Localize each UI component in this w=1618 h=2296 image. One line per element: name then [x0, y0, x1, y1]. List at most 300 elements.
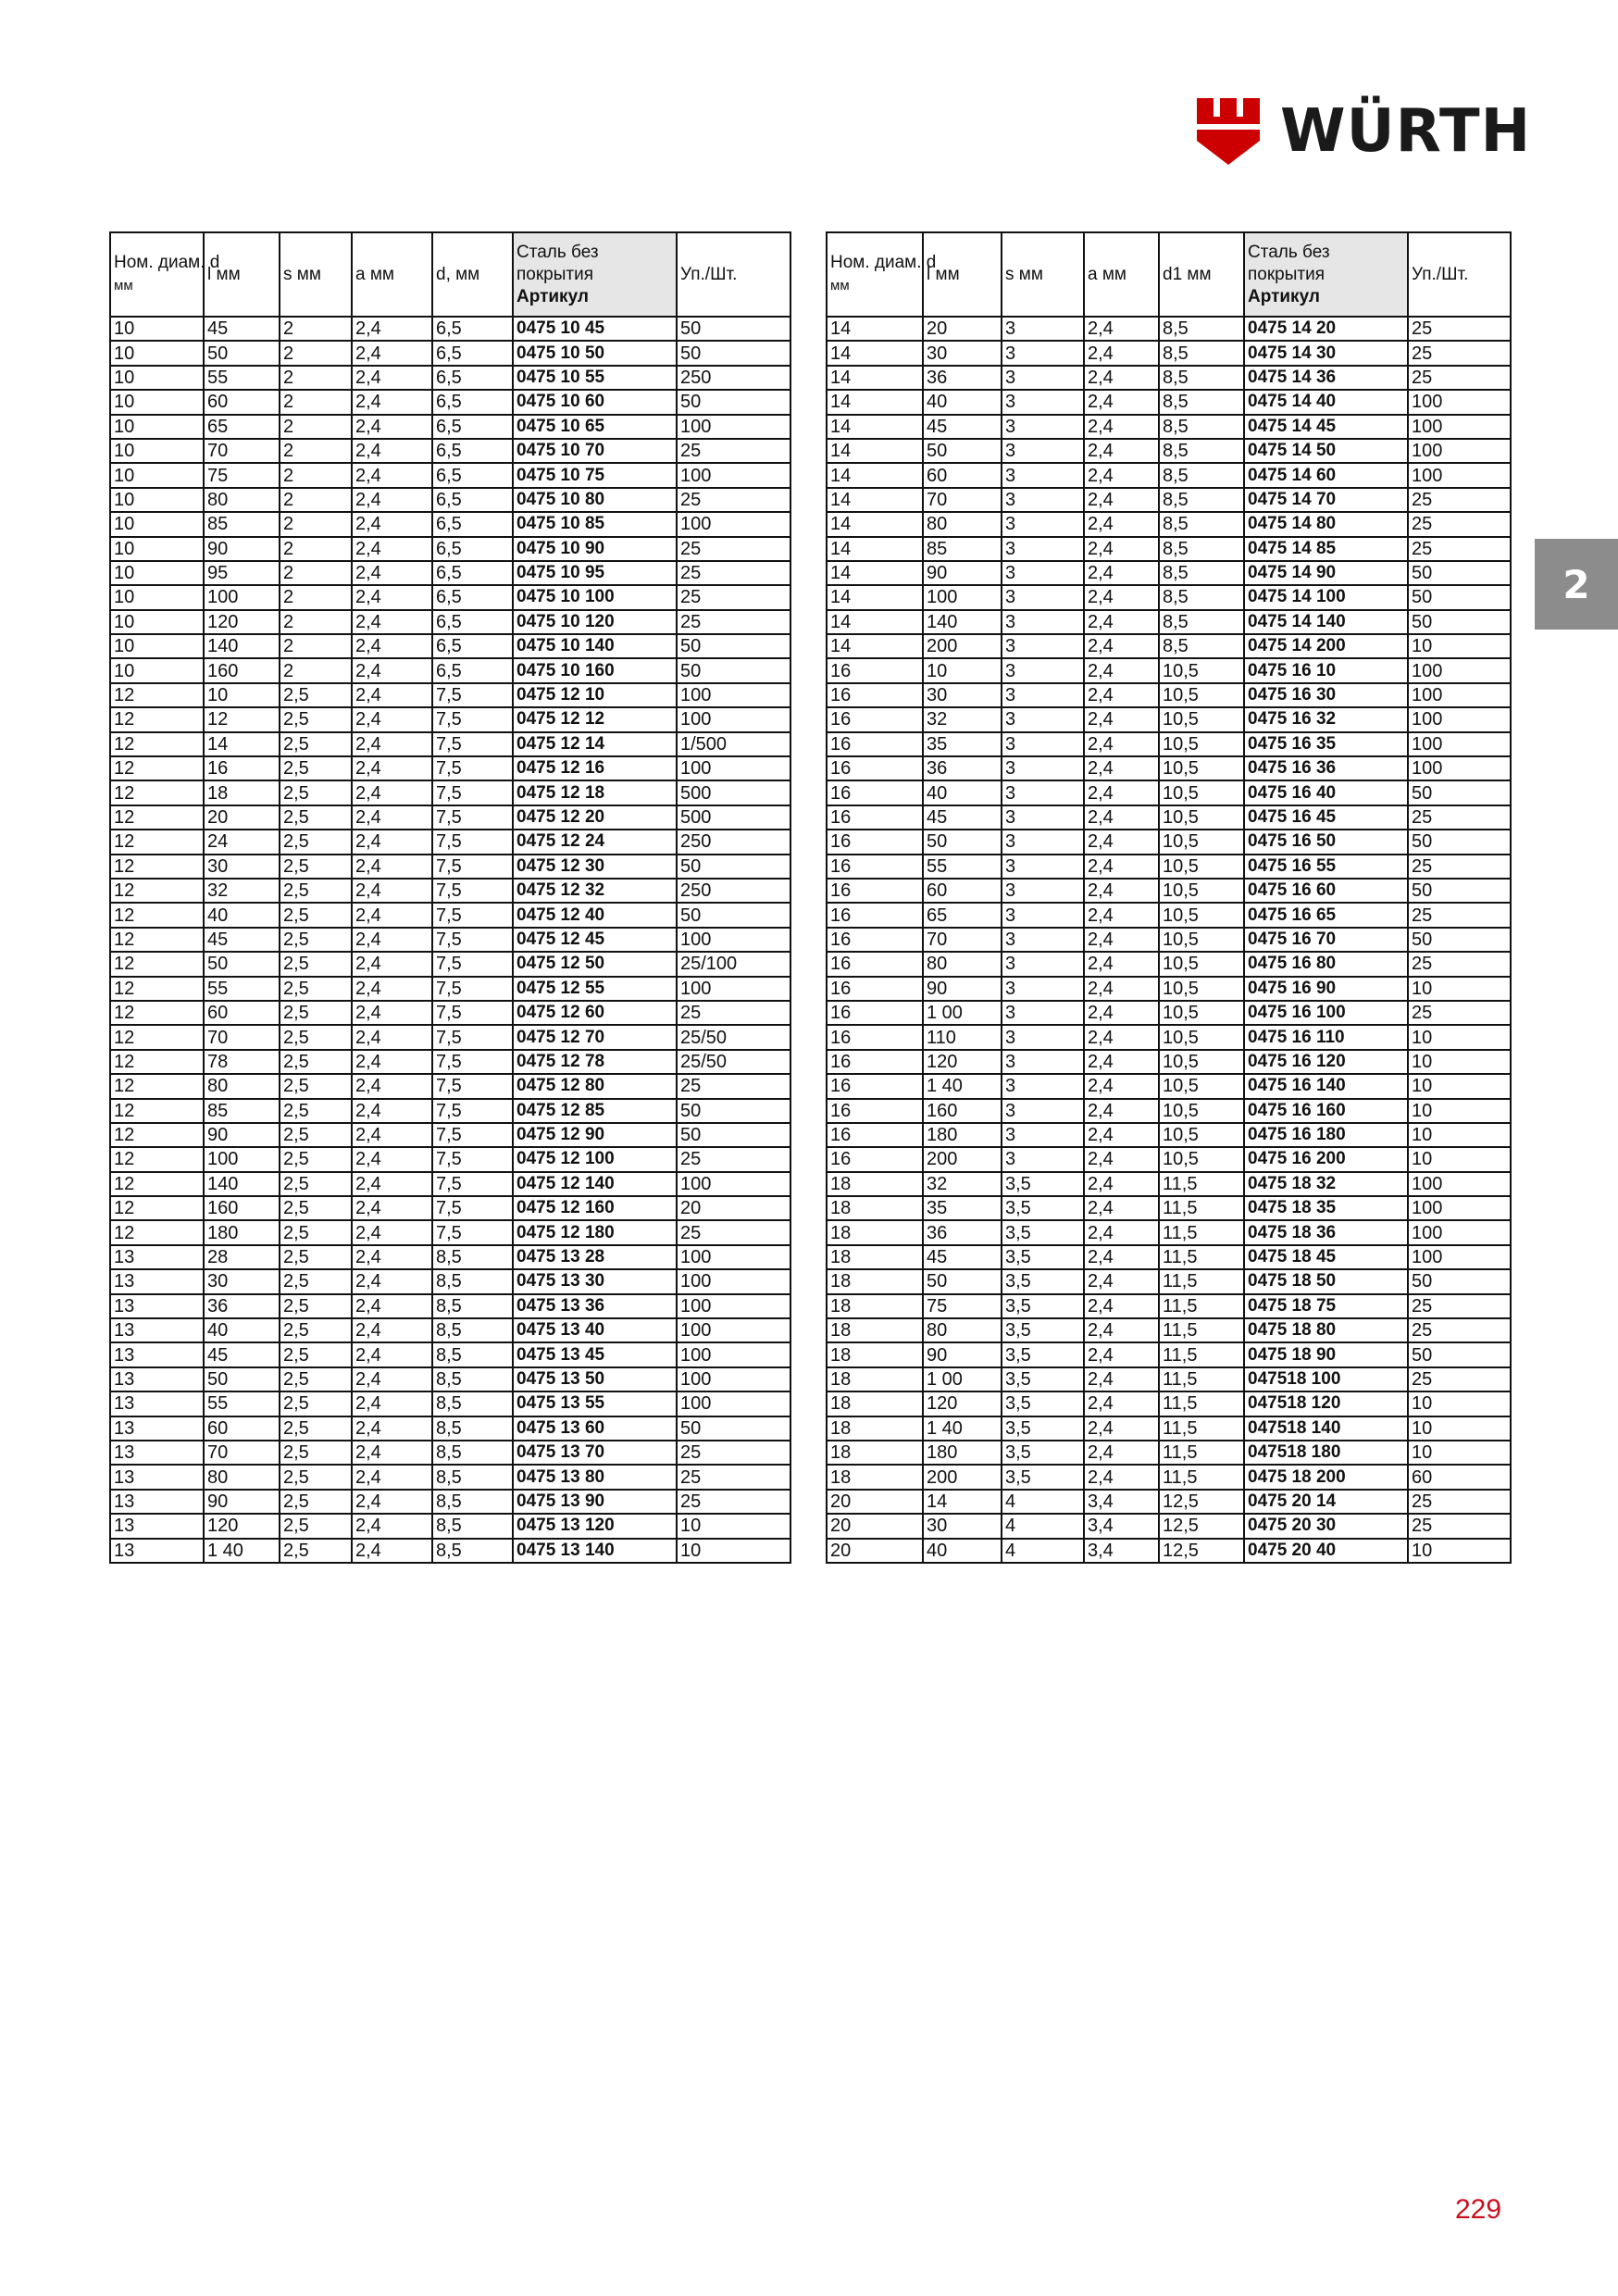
l-cell: 45	[204, 928, 280, 952]
d-cell: 7,5	[432, 683, 513, 707]
pack-cell: 100	[677, 707, 790, 731]
s-cell: 2	[280, 439, 352, 463]
article-cell: 0475 18 80	[1244, 1318, 1408, 1342]
a-cell: 2,4	[352, 805, 432, 830]
nom-diam-cell: 16	[827, 683, 923, 707]
article-cell: 0475 13 50	[513, 1367, 677, 1391]
article-cell: 0475 10 75	[513, 463, 677, 487]
nom-diam-cell: 12	[110, 928, 204, 952]
table-row	[827, 1123, 1511, 1147]
article-cell: 0475 12 24	[513, 830, 677, 854]
pack-cell: 25	[677, 1441, 790, 1465]
table-row	[827, 855, 1511, 879]
s-cell: 3	[1002, 415, 1084, 439]
nom-diam-cell: 14	[827, 512, 923, 536]
l-cell: 180	[204, 1220, 280, 1244]
nom-diam-cell: 14	[827, 585, 923, 609]
pack-cell: 10	[1408, 1025, 1511, 1049]
d-cell: 12,5	[1159, 1514, 1244, 1538]
s-cell: 3	[1002, 903, 1084, 927]
a-cell: 2,4	[1084, 415, 1159, 439]
nom-diam-cell: 10	[110, 415, 204, 439]
a-cell: 2,4	[1084, 879, 1159, 903]
s-cell: 3	[1002, 780, 1084, 805]
left-table	[109, 231, 791, 1564]
article-cell: 0475 13 90	[513, 1490, 677, 1514]
nom-diam-cell: 14	[827, 317, 923, 341]
l-cell: 90	[204, 1123, 280, 1147]
a-cell: 2,4	[352, 1490, 432, 1514]
article-cell: 0475 12 30	[513, 855, 677, 879]
l-cell: 50	[204, 341, 280, 365]
pack-cell: 50	[1408, 610, 1511, 634]
l-cell: 55	[923, 855, 1002, 879]
d-cell: 8,5	[432, 1416, 513, 1441]
s-cell: 3	[1002, 488, 1084, 512]
a-cell: 2,4	[1084, 1196, 1159, 1220]
nom-diam-cell: 14	[827, 610, 923, 634]
d-cell: 8,5	[1159, 512, 1244, 536]
article-cell: 0475 16 140	[1244, 1074, 1408, 1098]
pack-cell: 100	[677, 1367, 790, 1391]
d-cell: 11,5	[1159, 1367, 1244, 1391]
pack-cell: 100	[1408, 732, 1511, 756]
pack-cell: 100	[1408, 1172, 1511, 1196]
pack-cell: 100	[677, 1245, 790, 1269]
s-cell: 2,5	[280, 1220, 352, 1244]
pack-cell: 100	[677, 977, 790, 1001]
a-cell: 2,4	[1084, 1074, 1159, 1098]
s-cell: 3	[1002, 561, 1084, 585]
s-cell: 2,5	[280, 1367, 352, 1391]
d-cell: 11,5	[1159, 1245, 1244, 1269]
nom-diam-cell: 18	[827, 1342, 923, 1366]
article-cell: 0475 12 32	[513, 879, 677, 903]
l-cell: 70	[204, 1025, 280, 1049]
table-row	[110, 537, 790, 561]
nom-diam-cell: 18	[827, 1441, 923, 1465]
d-cell: 8,5	[1159, 415, 1244, 439]
s-cell: 2,5	[280, 830, 352, 854]
d-cell: 12,5	[1159, 1490, 1244, 1514]
a-cell: 2,4	[1084, 952, 1159, 976]
article-cell: 0475 14 36	[1244, 366, 1408, 390]
table-row	[827, 1269, 1511, 1293]
l-cell: 20	[923, 317, 1002, 341]
a-cell: 2,4	[352, 732, 432, 756]
s-cell: 3	[1002, 463, 1084, 487]
article-cell: 0475 13 140	[513, 1539, 677, 1563]
article-cell: 0475 12 70	[513, 1025, 677, 1049]
article-cell: 0475 14 200	[1244, 634, 1408, 658]
nom-diam-cell: 16	[827, 977, 923, 1001]
table-row	[110, 1196, 790, 1220]
l-cell: 1 40	[204, 1539, 280, 1563]
table-row	[110, 780, 790, 805]
d-cell: 10,5	[1159, 1123, 1244, 1147]
article-cell: 0475 12 40	[513, 903, 677, 927]
d-cell: 6,5	[432, 341, 513, 365]
right-table	[826, 231, 1512, 1564]
nom-diam-cell: 14	[827, 341, 923, 365]
l-cell: 160	[204, 1196, 280, 1220]
d-cell: 6,5	[432, 537, 513, 561]
table-row	[110, 366, 790, 390]
article-cell: 0475 14 60	[1244, 463, 1408, 487]
a-cell: 2,4	[1084, 903, 1159, 927]
pack-cell: 25	[1408, 1294, 1511, 1318]
d-cell: 7,5	[432, 1172, 513, 1196]
article-cell: 047518 140	[1244, 1416, 1408, 1441]
pack-cell: 50	[1408, 879, 1511, 903]
l-cell: 85	[204, 512, 280, 536]
pack-cell: 1/500	[677, 732, 790, 756]
d-cell: 11,5	[1159, 1172, 1244, 1196]
a-cell: 2,4	[352, 537, 432, 561]
l-cell: 70	[923, 488, 1002, 512]
a-cell: 2,4	[352, 317, 432, 341]
s-cell: 2,5	[280, 732, 352, 756]
nom-diam-cell: 10	[110, 512, 204, 536]
pack-cell: 25	[1408, 512, 1511, 536]
s-cell: 3,5	[1002, 1318, 1084, 1342]
d-cell: 6,5	[432, 390, 513, 414]
l-cell: 1 00	[923, 1001, 1002, 1025]
article-cell: 0475 12 12	[513, 707, 677, 731]
d-cell: 6,5	[432, 610, 513, 634]
pack-cell: 50	[677, 341, 790, 365]
article-cell: 0475 16 10	[1244, 658, 1408, 682]
nom-diam-cell: 12	[110, 1001, 204, 1025]
s-cell: 2,5	[280, 1074, 352, 1098]
nom-diam-cell: 12	[110, 1123, 204, 1147]
l-cell: 1 40	[923, 1074, 1002, 1098]
article-cell: 0475 14 80	[1244, 512, 1408, 536]
table-row	[827, 732, 1511, 756]
d-cell: 8,5	[432, 1465, 513, 1489]
article-cell: 0475 20 30	[1244, 1514, 1408, 1538]
d-cell: 7,5	[432, 1050, 513, 1074]
d-cell: 10,5	[1159, 707, 1244, 731]
d-cell: 8,5	[1159, 390, 1244, 414]
d-cell: 8,5	[1159, 610, 1244, 634]
a-cell: 2,4	[352, 463, 432, 487]
nom-diam-cell: 12	[110, 780, 204, 805]
d-cell: 6,5	[432, 439, 513, 463]
table-row	[827, 1367, 1511, 1391]
nom-diam-cell: 16	[827, 952, 923, 976]
d-cell: 10,5	[1159, 805, 1244, 830]
article-cell: 0475 13 55	[513, 1391, 677, 1416]
pack-cell: 10	[677, 1539, 790, 1563]
pack-cell: 25	[1408, 1367, 1511, 1391]
a-cell: 2,4	[1084, 537, 1159, 561]
a-cell: 2,4	[352, 707, 432, 731]
l-cell: 160	[923, 1099, 1002, 1123]
a-cell: 2,4	[352, 977, 432, 1001]
s-cell: 3	[1002, 830, 1084, 854]
d-cell: 8,5	[432, 1367, 513, 1391]
a-cell: 2,4	[352, 855, 432, 879]
d-cell: 8,5	[1159, 488, 1244, 512]
nom-diam-cell: 12	[110, 1099, 204, 1123]
pack-cell: 100	[677, 683, 790, 707]
d-cell: 7,5	[432, 1099, 513, 1123]
s-cell: 3	[1002, 341, 1084, 365]
nom-diam-cell: 20	[827, 1514, 923, 1538]
d-cell: 7,5	[432, 707, 513, 731]
table-row	[110, 855, 790, 879]
s-cell: 3	[1002, 683, 1084, 707]
nom-diam-cell: 16	[827, 707, 923, 731]
l-cell: 45	[923, 415, 1002, 439]
article-cell: 0475 18 45	[1244, 1245, 1408, 1269]
l-cell: 45	[204, 317, 280, 341]
l-cell: 40	[204, 1318, 280, 1342]
article-cell: 0475 16 32	[1244, 707, 1408, 731]
article-cell: 047518 180	[1244, 1441, 1408, 1465]
l-cell: 30	[204, 855, 280, 879]
article-cell: 0475 14 90	[1244, 561, 1408, 585]
nom-diam-cell: 16	[827, 1001, 923, 1025]
s-cell: 2,5	[280, 1318, 352, 1342]
pack-cell: 100	[677, 1342, 790, 1366]
d-cell: 8,5	[432, 1391, 513, 1416]
nom-diam-cell: 16	[827, 780, 923, 805]
l-cell: 36	[923, 366, 1002, 390]
article-cell: 0475 12 20	[513, 805, 677, 830]
nom-diam-cell: 10	[110, 658, 204, 682]
nom-diam-cell: 16	[827, 1123, 923, 1147]
s-cell: 2,5	[280, 1099, 352, 1123]
nom-diam-cell: 16	[827, 732, 923, 756]
s-cell: 2,5	[280, 1123, 352, 1147]
table-row	[827, 1099, 1511, 1123]
table-row	[110, 1050, 790, 1074]
nom-diam-cell: 16	[827, 658, 923, 682]
pack-cell: 25	[1408, 952, 1511, 976]
l-cell: 36	[923, 1220, 1002, 1244]
a-cell: 2,4	[352, 1539, 432, 1563]
a-cell: 2,4	[1084, 805, 1159, 830]
a-cell: 2,4	[352, 439, 432, 463]
table-row	[110, 317, 790, 341]
l-cell: 80	[923, 952, 1002, 976]
nom-diam-cell: 12	[110, 1025, 204, 1049]
table-row	[827, 903, 1511, 927]
pack-cell: 10	[1408, 977, 1511, 1001]
pack-cell: 25	[1408, 1514, 1511, 1538]
header-l: l мм	[204, 232, 280, 317]
d-cell: 11,5	[1159, 1269, 1244, 1293]
s-cell: 3,5	[1002, 1465, 1084, 1489]
s-cell: 2	[280, 658, 352, 682]
header-l: l мм	[923, 232, 1002, 317]
d-cell: 10,5	[1159, 928, 1244, 952]
a-cell: 2,4	[1084, 317, 1159, 341]
article-cell: 0475 12 90	[513, 1123, 677, 1147]
wurth-logo-mark-icon	[1197, 98, 1260, 165]
a-cell: 2,4	[352, 1318, 432, 1342]
pack-cell: 100	[677, 1318, 790, 1342]
d-cell: 6,5	[432, 488, 513, 512]
a-cell: 2,4	[352, 1001, 432, 1025]
article-cell: 0475 20 40	[1244, 1539, 1408, 1563]
d-cell: 8,5	[1159, 634, 1244, 658]
header-nom-diam: Ном. диам. d мм	[110, 232, 204, 317]
pack-cell: 20	[677, 1196, 790, 1220]
table-row	[110, 756, 790, 780]
pack-cell: 25	[677, 1490, 790, 1514]
s-cell: 2,5	[280, 1172, 352, 1196]
pack-cell: 25	[1408, 341, 1511, 365]
l-cell: 80	[923, 512, 1002, 536]
article-cell: 0475 14 85	[1244, 537, 1408, 561]
table-row	[110, 1416, 790, 1441]
s-cell: 3	[1002, 658, 1084, 682]
table-row	[827, 879, 1511, 903]
header-pack: Уп./Шт.	[677, 232, 790, 317]
table-row	[110, 634, 790, 658]
header-article: Сталь без покрытия Артикул	[1244, 232, 1408, 317]
a-cell: 2,4	[1084, 341, 1159, 365]
nom-diam-cell: 10	[110, 634, 204, 658]
s-cell: 3	[1002, 952, 1084, 976]
d-cell: 8,5	[432, 1441, 513, 1465]
s-cell: 3	[1002, 756, 1084, 780]
pack-cell: 100	[1408, 683, 1511, 707]
brand-name: WÜRTH	[1280, 97, 1532, 166]
a-cell: 2,4	[1084, 1465, 1159, 1489]
d-cell: 10,5	[1159, 1099, 1244, 1123]
article-cell: 0475 16 200	[1244, 1147, 1408, 1171]
table-row	[110, 928, 790, 952]
a-cell: 2,4	[1084, 830, 1159, 854]
article-cell: 0475 10 80	[513, 488, 677, 512]
s-cell: 2	[280, 341, 352, 365]
article-cell: 0475 12 100	[513, 1147, 677, 1171]
table-row	[110, 903, 790, 927]
d-cell: 8,5	[1159, 585, 1244, 609]
table-row	[827, 1416, 1511, 1441]
table-row	[827, 1025, 1511, 1049]
l-cell: 75	[204, 463, 280, 487]
a-cell: 2,4	[352, 488, 432, 512]
pack-cell: 10	[1408, 1539, 1511, 1563]
pack-cell: 10	[1408, 634, 1511, 658]
pack-cell: 25	[1408, 366, 1511, 390]
pack-cell: 10	[1408, 1391, 1511, 1416]
s-cell: 2,5	[280, 1294, 352, 1318]
s-cell: 2,5	[280, 805, 352, 830]
pack-cell: 25	[677, 1074, 790, 1098]
table-row	[110, 1514, 790, 1538]
header-s: s мм	[1002, 232, 1084, 317]
s-cell: 3,5	[1002, 1220, 1084, 1244]
l-cell: 1 00	[923, 1367, 1002, 1391]
l-cell: 120	[923, 1050, 1002, 1074]
nom-diam-cell: 14	[827, 390, 923, 414]
a-cell: 2,4	[352, 928, 432, 952]
a-cell: 2,4	[352, 585, 432, 609]
table-row	[827, 366, 1511, 390]
nom-diam-cell: 12	[110, 1220, 204, 1244]
nom-diam-cell: 18	[827, 1416, 923, 1441]
l-cell: 90	[923, 1342, 1002, 1366]
s-cell: 3,5	[1002, 1416, 1084, 1441]
a-cell: 2,4	[352, 1391, 432, 1416]
pack-cell: 25/100	[677, 952, 790, 976]
table-row	[110, 463, 790, 487]
l-cell: 60	[923, 879, 1002, 903]
d-cell: 7,5	[432, 805, 513, 830]
article-cell: 0475 16 50	[1244, 830, 1408, 854]
table-row	[827, 805, 1511, 830]
a-cell: 2,4	[1084, 1391, 1159, 1416]
l-cell: 40	[923, 1539, 1002, 1563]
d-cell: 8,5	[1159, 439, 1244, 463]
pack-cell: 500	[677, 780, 790, 805]
pack-cell: 60	[1408, 1465, 1511, 1489]
table-row	[110, 830, 790, 854]
d-cell: 7,5	[432, 732, 513, 756]
d-cell: 7,5	[432, 903, 513, 927]
l-cell: 18	[204, 780, 280, 805]
d-cell: 7,5	[432, 855, 513, 879]
l-cell: 95	[204, 561, 280, 585]
table-row	[110, 977, 790, 1001]
d-cell: 7,5	[432, 1147, 513, 1171]
s-cell: 3	[1002, 390, 1084, 414]
a-cell: 2,4	[1084, 1147, 1159, 1171]
article-cell: 0475 12 55	[513, 977, 677, 1001]
article-cell: 0475 14 40	[1244, 390, 1408, 414]
nom-diam-cell: 16	[827, 928, 923, 952]
s-cell: 2,5	[280, 1539, 352, 1563]
article-cell: 0475 13 36	[513, 1294, 677, 1318]
a-cell: 2,4	[1084, 1123, 1159, 1147]
s-cell: 3,5	[1002, 1294, 1084, 1318]
pack-cell: 100	[677, 1269, 790, 1293]
a-cell: 2,4	[352, 366, 432, 390]
a-cell: 2,4	[1084, 1294, 1159, 1318]
a-cell: 2,4	[1084, 977, 1159, 1001]
a-cell: 2,4	[1084, 1099, 1159, 1123]
pack-cell: 50	[677, 317, 790, 341]
pack-cell: 10	[1408, 1416, 1511, 1441]
d-cell: 10,5	[1159, 1001, 1244, 1025]
a-cell: 2,4	[352, 1294, 432, 1318]
a-cell: 2,4	[1084, 512, 1159, 536]
pack-cell: 100	[677, 1294, 790, 1318]
table-row	[827, 977, 1511, 1001]
pack-cell: 25	[677, 1220, 790, 1244]
s-cell: 3	[1002, 537, 1084, 561]
article-cell: 0475 12 80	[513, 1074, 677, 1098]
article-cell: 0475 16 100	[1244, 1001, 1408, 1025]
l-cell: 32	[923, 707, 1002, 731]
table-row	[110, 1294, 790, 1318]
pack-cell: 50	[1408, 1269, 1511, 1293]
d-cell: 8,5	[432, 1514, 513, 1538]
a-cell: 2,4	[1084, 1172, 1159, 1196]
a-cell: 2,4	[352, 1099, 432, 1123]
d-cell: 10,5	[1159, 683, 1244, 707]
table-row	[827, 634, 1511, 658]
d-cell: 7,5	[432, 1123, 513, 1147]
article-cell: 0475 10 85	[513, 512, 677, 536]
l-cell: 1 40	[923, 1416, 1002, 1441]
